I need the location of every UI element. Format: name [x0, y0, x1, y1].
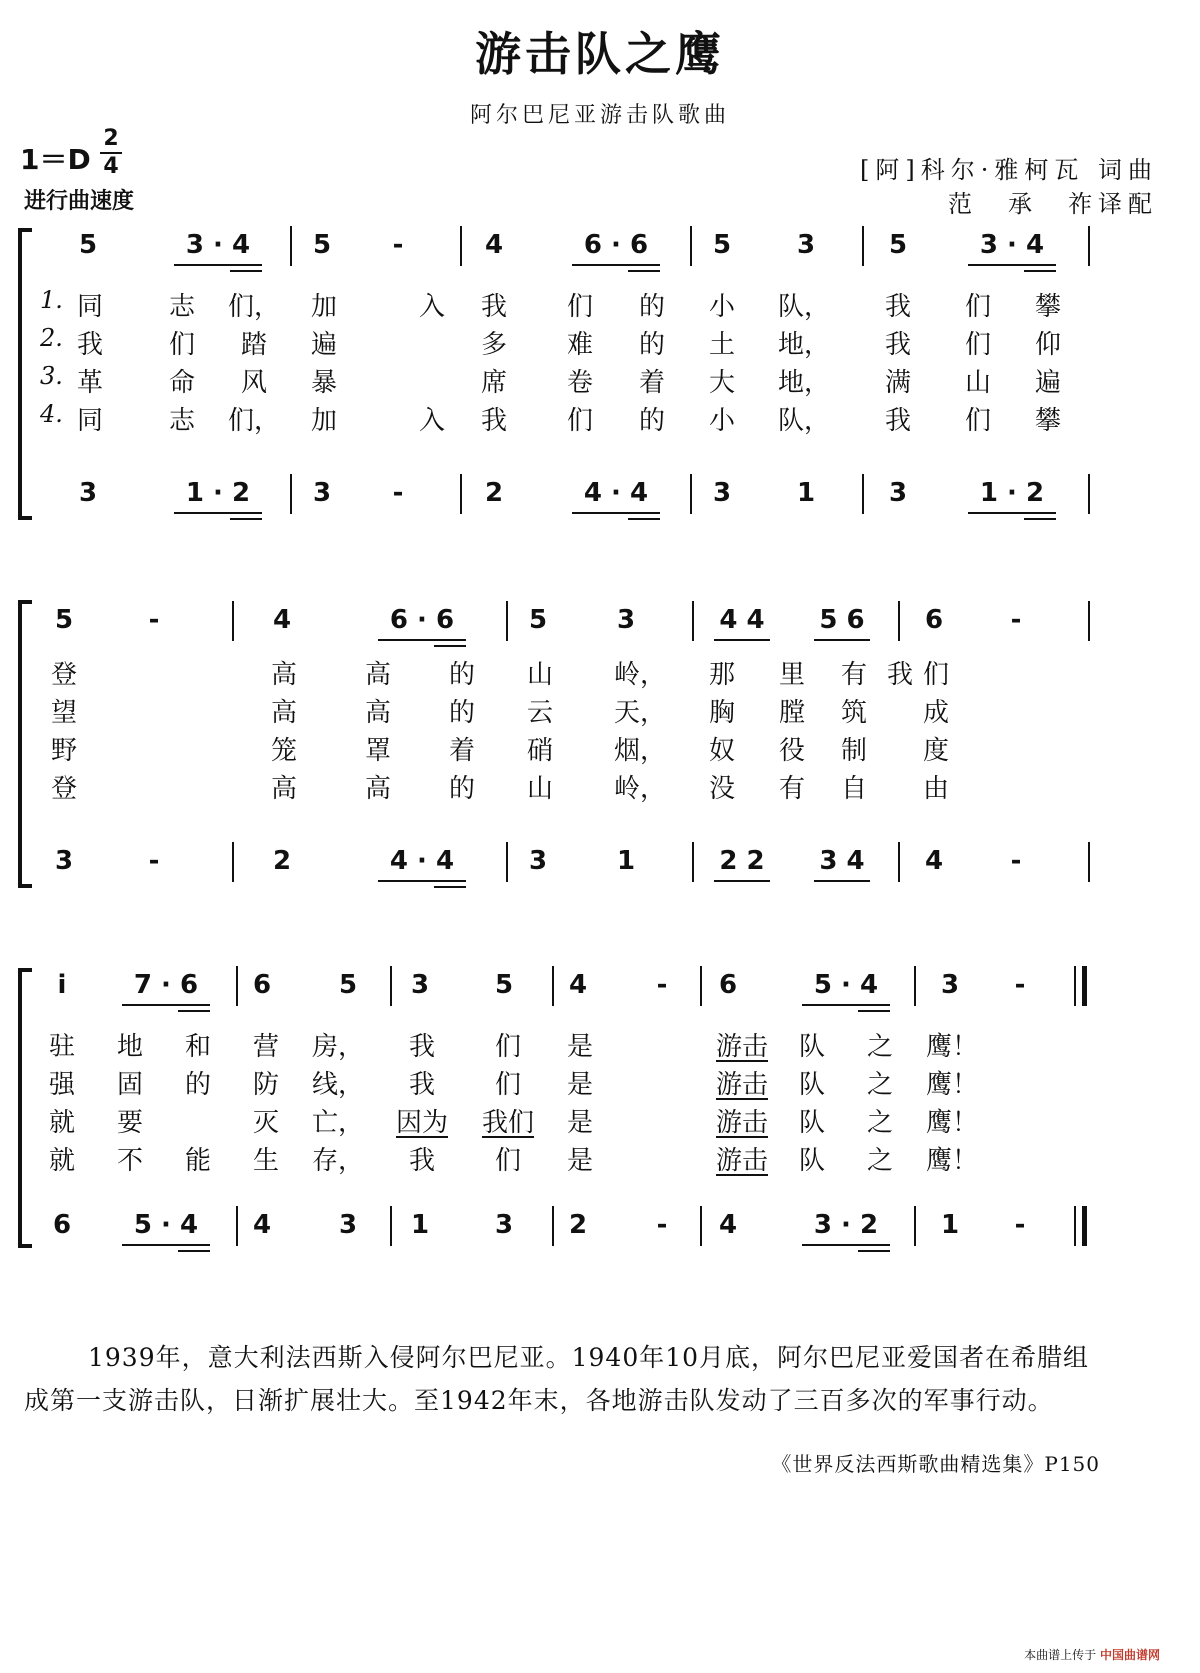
- melody-note: 7 · 6: [133, 970, 199, 1000]
- lyric-word: 游击: [715, 1146, 769, 1176]
- barline: [1088, 226, 1090, 266]
- harmony-note: 4 · 4: [583, 478, 649, 508]
- melody-note: 4: [484, 230, 504, 260]
- beam-underline: [178, 1010, 210, 1012]
- lyric-word: 的: [448, 698, 476, 728]
- lyric-word: 我: [886, 660, 914, 690]
- lyric-word: 高: [270, 774, 298, 804]
- lyric-word: 加: [310, 292, 338, 322]
- beam-underline: [814, 639, 870, 641]
- lyric-word: 云: [526, 698, 554, 728]
- lyric-word: 踏: [240, 330, 268, 360]
- lyric-word: 由: [922, 774, 950, 804]
- harmony-note: 2: [568, 1210, 588, 1240]
- barline: [460, 226, 462, 266]
- beam-underline: [628, 518, 660, 520]
- harmony-note: 3 · 2: [813, 1210, 879, 1240]
- lyric-word: 志: [168, 406, 196, 436]
- lyric-word: 亡，: [311, 1108, 365, 1138]
- barline: [898, 601, 900, 641]
- lyric-word: 我: [408, 1032, 436, 1062]
- translator-credit: 范 承 祚译配: [948, 190, 1158, 218]
- harmony-note: 3: [494, 1210, 514, 1240]
- melody-note: -: [1014, 970, 1026, 1000]
- lyric-word: 鹰！: [925, 1146, 979, 1176]
- lyric-word: 入: [418, 406, 446, 436]
- beam-underline: [174, 264, 262, 266]
- beam-underline: [714, 880, 770, 882]
- lyric-word: 能: [184, 1146, 212, 1176]
- lyric-word: 登: [50, 774, 78, 804]
- melody-note: -: [392, 230, 404, 260]
- melody-note: 5: [712, 230, 732, 260]
- site-footer: [1024, 1646, 1160, 1663]
- beam-underline: [814, 880, 870, 882]
- lyric-word: 不: [116, 1146, 144, 1176]
- lyric-word: 的: [638, 292, 666, 322]
- lyric-word: 队，: [777, 292, 831, 322]
- lyric-word: 营: [252, 1032, 280, 1062]
- lyric-word: 地，: [777, 368, 831, 398]
- lyric-word: 席: [480, 368, 508, 398]
- harmony-note: 1: [796, 478, 816, 508]
- beam-underline: [122, 1244, 210, 1246]
- barline: [700, 1206, 702, 1246]
- lyric-word: 度: [922, 736, 950, 766]
- lyric-word: 我: [408, 1146, 436, 1176]
- lyric-word: 成: [922, 698, 950, 728]
- lyric-word: 队: [798, 1108, 826, 1138]
- time-top: 2: [103, 126, 119, 151]
- lyric-word: 们，: [227, 292, 281, 322]
- verse-number: 1.: [40, 286, 63, 314]
- melody-note: 4: [568, 970, 588, 1000]
- lyric-word: 们: [566, 292, 594, 322]
- melody-note: 3 · 4: [979, 230, 1045, 260]
- harmony-note: 3: [888, 478, 908, 508]
- barline: [1088, 842, 1090, 882]
- lyric-word: 山: [526, 660, 554, 690]
- source-citation: 《世界反法西斯歌曲精选集》P150: [771, 1452, 1100, 1476]
- lyric-word: 鹰！: [925, 1070, 979, 1100]
- beam-underline: [230, 518, 262, 520]
- beam-underline: [968, 264, 1056, 266]
- barline: [914, 1206, 916, 1246]
- lyric-word: 高: [270, 698, 298, 728]
- lyric-word: 役: [778, 736, 806, 766]
- beam-underline: [230, 270, 262, 272]
- barline: [862, 474, 864, 514]
- harmony-note: 5 · 4: [133, 1210, 199, 1240]
- beam-underline: [968, 512, 1056, 514]
- lyric-word: 着: [448, 736, 476, 766]
- harmony-note: 3: [78, 478, 98, 508]
- lyric-word: 的: [638, 330, 666, 360]
- lyric-word: 们: [566, 406, 594, 436]
- barline: [390, 1206, 392, 1246]
- harmony-note: 4: [718, 1210, 738, 1240]
- lyric-word: 攀: [1034, 292, 1062, 322]
- lyric-word: 地: [116, 1032, 144, 1062]
- beam-underline: [378, 639, 466, 641]
- lyric-word: 鹰！: [925, 1108, 979, 1138]
- lyric-word: 满: [884, 368, 912, 398]
- barline: [506, 842, 508, 882]
- lyric-word: 山: [526, 774, 554, 804]
- system-bracket: [18, 968, 32, 1248]
- barline: [1074, 1206, 1076, 1246]
- melody-note: 3: [410, 970, 430, 1000]
- lyric-word: 是: [566, 1146, 594, 1176]
- melody-note: 3: [796, 230, 816, 260]
- lyric-word: 同: [76, 292, 104, 322]
- lyric-word: 我: [76, 330, 104, 360]
- lyric-word: 山: [964, 368, 992, 398]
- harmony-note: 4: [252, 1210, 272, 1240]
- lyric-word: 存，: [311, 1146, 365, 1176]
- harmony-note: -: [148, 846, 160, 876]
- lyric-word: 强: [48, 1070, 76, 1100]
- barline: [232, 842, 234, 882]
- harmony-note: 4: [924, 846, 944, 876]
- tempo-marking: 进行曲速度: [24, 189, 135, 214]
- beam-underline: [714, 639, 770, 641]
- beam-underline: [434, 886, 466, 888]
- melody-note: 3: [940, 970, 960, 1000]
- harmony-note: 2: [484, 478, 504, 508]
- melody-note: 5: [888, 230, 908, 260]
- melody-note: 5: [312, 230, 332, 260]
- lyric-word: 们: [964, 292, 992, 322]
- harmony-note: 3: [312, 478, 332, 508]
- lyric-word: 望: [50, 698, 78, 728]
- lyric-word: 我: [480, 292, 508, 322]
- harmony-note: 1: [940, 1210, 960, 1240]
- melody-note: 6: [924, 605, 944, 635]
- lyric-word: 多: [480, 330, 508, 360]
- lyric-word: 笼: [270, 736, 298, 766]
- barline: [1088, 474, 1090, 514]
- time-bottom: 4: [103, 154, 119, 179]
- lyric-word: 就: [48, 1146, 76, 1176]
- lyric-word: 遍: [310, 330, 338, 360]
- beam-underline: [178, 1250, 210, 1252]
- beam-underline: [572, 512, 660, 514]
- lyric-word: 之: [866, 1032, 894, 1062]
- lyric-word: 之: [866, 1108, 894, 1138]
- lyric-word: 高: [364, 698, 392, 728]
- lyric-word: 游击: [715, 1070, 769, 1100]
- harmony-note: 3: [528, 846, 548, 876]
- system-bracket: [18, 228, 32, 520]
- lyric-word: 之: [866, 1146, 894, 1176]
- slur-underline: [716, 1136, 768, 1138]
- barline: [690, 226, 692, 266]
- lyric-word: 筑: [840, 698, 868, 728]
- melody-note: 5 6: [819, 605, 865, 635]
- lyric-word: 革: [76, 368, 104, 398]
- lyric-word: 有: [840, 660, 868, 690]
- lyric-word: 登: [50, 660, 78, 690]
- lyric-word: 们: [494, 1146, 522, 1176]
- lyric-word: 是: [566, 1108, 594, 1138]
- harmony-note: 3: [54, 846, 74, 876]
- lyric-word: 仰: [1034, 330, 1062, 360]
- lyric-word: 志: [168, 292, 196, 322]
- barline: [552, 1206, 554, 1246]
- lyric-word: 我: [884, 406, 912, 436]
- lyric-word: 高: [364, 660, 392, 690]
- melody-note: 5: [54, 605, 74, 635]
- lyric-word: 遍: [1034, 368, 1062, 398]
- lyric-word: 野: [50, 736, 78, 766]
- barline: [390, 966, 392, 1006]
- lyric-word: 灭: [252, 1108, 280, 1138]
- harmony-note: 3 4: [819, 846, 865, 876]
- harmony-note: -: [1014, 1210, 1026, 1240]
- melody-note: 5: [494, 970, 514, 1000]
- lyric-word: 队: [798, 1146, 826, 1176]
- lyric-word: 游击: [715, 1032, 769, 1062]
- slur-underline: [716, 1060, 768, 1062]
- time-signature: [100, 128, 122, 178]
- key-signature: 1＝D: [20, 143, 91, 176]
- lyric-word: 我: [408, 1070, 436, 1100]
- barline: [1074, 966, 1076, 1006]
- system-bracket: [18, 600, 32, 888]
- harmony-note: 4 · 4: [389, 846, 455, 876]
- barline: [236, 1206, 238, 1246]
- barline: [290, 226, 292, 266]
- lyric-word: 小: [708, 406, 736, 436]
- harmony-note: 1: [616, 846, 636, 876]
- barline: [1088, 601, 1090, 641]
- lyric-word: 攀: [1034, 406, 1062, 436]
- beam-underline: [1024, 270, 1056, 272]
- lyric-word: 那: [708, 660, 736, 690]
- melody-note: -: [656, 970, 668, 1000]
- lyric-word: 小: [708, 292, 736, 322]
- melody-note: 4: [272, 605, 292, 635]
- lyric-word: 的: [638, 406, 666, 436]
- lyric-word: 就: [48, 1108, 76, 1138]
- barline: [232, 601, 234, 641]
- harmony-note: 2 2: [719, 846, 765, 876]
- beam-underline: [802, 1004, 890, 1006]
- melody-note: -: [1010, 605, 1022, 635]
- barline: [898, 842, 900, 882]
- verse-number: 2.: [40, 324, 63, 352]
- verse-number: 4.: [40, 400, 63, 428]
- harmony-note: -: [392, 478, 404, 508]
- lyric-word: 加: [310, 406, 338, 436]
- lyric-word: 土: [708, 330, 736, 360]
- lyric-word: 们: [494, 1032, 522, 1062]
- lyric-word: 高: [364, 774, 392, 804]
- harmony-note: 1 · 2: [185, 478, 251, 508]
- melody-note: 3: [616, 605, 636, 635]
- lyric-word: 胸: [708, 698, 736, 728]
- barline: [552, 966, 554, 1006]
- melody-note: 5: [338, 970, 358, 1000]
- lyric-word: 们: [922, 660, 950, 690]
- beam-underline: [858, 1010, 890, 1012]
- lyric-word: 固: [116, 1070, 144, 1100]
- melody-note: 6 · 6: [389, 605, 455, 635]
- lyric-word: 硝: [526, 736, 554, 766]
- beam-underline: [572, 264, 660, 266]
- slur-underline: [396, 1136, 448, 1138]
- lyric-word: 着: [638, 368, 666, 398]
- harmony-note: 3: [712, 478, 732, 508]
- lyric-word: 没: [708, 774, 736, 804]
- barline: [236, 966, 238, 1006]
- barline: [914, 966, 916, 1006]
- slur-underline: [716, 1174, 768, 1176]
- lyric-word: 奴: [708, 736, 736, 766]
- melody-note: -: [148, 605, 160, 635]
- beam-underline: [858, 1250, 890, 1252]
- lyric-word: 队: [798, 1032, 826, 1062]
- lyric-word: 我: [884, 292, 912, 322]
- beam-underline: [174, 512, 262, 514]
- beam-underline: [122, 1004, 210, 1006]
- lyric-word: 地，: [777, 330, 831, 360]
- lyric-word: 制: [840, 736, 868, 766]
- slur-underline: [716, 1098, 768, 1100]
- lyric-word: 岭，: [613, 660, 667, 690]
- lyric-word: 自: [840, 774, 868, 804]
- lyric-word: 膛: [778, 698, 806, 728]
- barline: [692, 601, 694, 641]
- lyric-word: 之: [866, 1070, 894, 1100]
- melody-note: 3 · 4: [185, 230, 251, 260]
- lyric-word: 们，: [227, 406, 281, 436]
- lyric-word: 鹰！: [925, 1032, 979, 1062]
- harmony-note: 3: [338, 1210, 358, 1240]
- lyric-word: 因为: [395, 1108, 449, 1138]
- barline: [690, 474, 692, 514]
- lyric-word: 入: [418, 292, 446, 322]
- song-title: 游击队之鹰: [475, 27, 725, 81]
- barline: [290, 474, 292, 514]
- lyric-word: 天，: [613, 698, 667, 728]
- barline: [862, 226, 864, 266]
- song-subtitle: 阿尔巴尼亚游击队歌曲: [469, 103, 730, 128]
- lyric-word: 有: [778, 774, 806, 804]
- lyric-word: 们: [964, 406, 992, 436]
- lyric-word: 要: [116, 1108, 144, 1138]
- melody-note: 5: [528, 605, 548, 635]
- lyric-word: 风: [240, 368, 268, 398]
- lyric-word: 和: [184, 1032, 212, 1062]
- lyric-word: 岭，: [613, 774, 667, 804]
- lyric-word: 驻: [48, 1032, 76, 1062]
- beam-underline: [434, 645, 466, 647]
- barline: [700, 966, 702, 1006]
- lyric-word: 难: [566, 330, 594, 360]
- lyric-word: 防: [252, 1070, 280, 1100]
- lyric-word: 暴: [310, 368, 338, 398]
- lyric-word: 的: [448, 774, 476, 804]
- lyric-word: 们: [494, 1070, 522, 1100]
- lyric-word: 们: [964, 330, 992, 360]
- final-barline: [1082, 1206, 1087, 1246]
- lyric-word: 线，: [311, 1070, 365, 1100]
- beam-underline: [1024, 518, 1056, 520]
- final-barline: [1082, 966, 1087, 1006]
- melody-note: 5 · 4: [813, 970, 879, 1000]
- beam-underline: [378, 880, 466, 882]
- harmony-note: 1 · 2: [979, 478, 1045, 508]
- lyric-word: 房，: [311, 1032, 365, 1062]
- lyric-word: 罩: [364, 736, 392, 766]
- melody-note: 6: [718, 970, 738, 1000]
- lyric-word: 我: [884, 330, 912, 360]
- lyric-word: 卷: [566, 368, 594, 398]
- footer-prefix: 本曲谱上传于: [1024, 1648, 1097, 1662]
- historical-note: 1939年，意大利法西斯入侵阿尔巴尼亚。1940年10月底，阿尔巴尼亚爱国者在希腊组成第一支游击队，日渐扩展壮大。至1942年末，各地游击队发动了三百多次的军事行动。: [24, 1343, 1090, 1415]
- barline: [506, 601, 508, 641]
- beam-underline: [628, 270, 660, 272]
- lyric-word: 们: [168, 330, 196, 360]
- site-logo-text: 中国曲谱网: [1099, 1648, 1160, 1662]
- lyric-word: 队: [798, 1070, 826, 1100]
- melody-note: 6 · 6: [583, 230, 649, 260]
- composer-credit: [阿]科尔·雅柯瓦 词曲: [860, 156, 1158, 184]
- harmony-note: -: [656, 1210, 668, 1240]
- harmony-note: 6: [52, 1210, 72, 1240]
- lyric-word: 命: [168, 368, 196, 398]
- melody-note: 6: [252, 970, 272, 1000]
- beam-underline: [802, 1244, 890, 1246]
- lyric-word: 高: [270, 660, 298, 690]
- lyric-word: 同: [76, 406, 104, 436]
- lyric-word: 是: [566, 1070, 594, 1100]
- melody-note: i: [57, 970, 67, 1000]
- lyric-word: 烟，: [613, 736, 667, 766]
- harmony-note: -: [1010, 846, 1022, 876]
- melody-note: 5: [78, 230, 98, 260]
- barline: [692, 842, 694, 882]
- lyric-word: 我们: [481, 1108, 535, 1138]
- barline: [460, 474, 462, 514]
- slur-underline: [482, 1136, 534, 1138]
- melody-note: 4 4: [719, 605, 765, 635]
- verse-number: 3.: [40, 362, 63, 390]
- lyric-word: 我: [480, 406, 508, 436]
- harmony-note: 1: [410, 1210, 430, 1240]
- lyric-word: 里: [778, 660, 806, 690]
- lyric-word: 队，: [777, 406, 831, 436]
- lyric-word: 的: [448, 660, 476, 690]
- lyric-word: 的: [184, 1070, 212, 1100]
- lyric-word: 大: [708, 368, 736, 398]
- harmony-note: 2: [272, 846, 292, 876]
- lyric-word: 是: [566, 1032, 594, 1062]
- lyric-word: 游击: [715, 1108, 769, 1138]
- lyric-word: 生: [252, 1146, 280, 1176]
